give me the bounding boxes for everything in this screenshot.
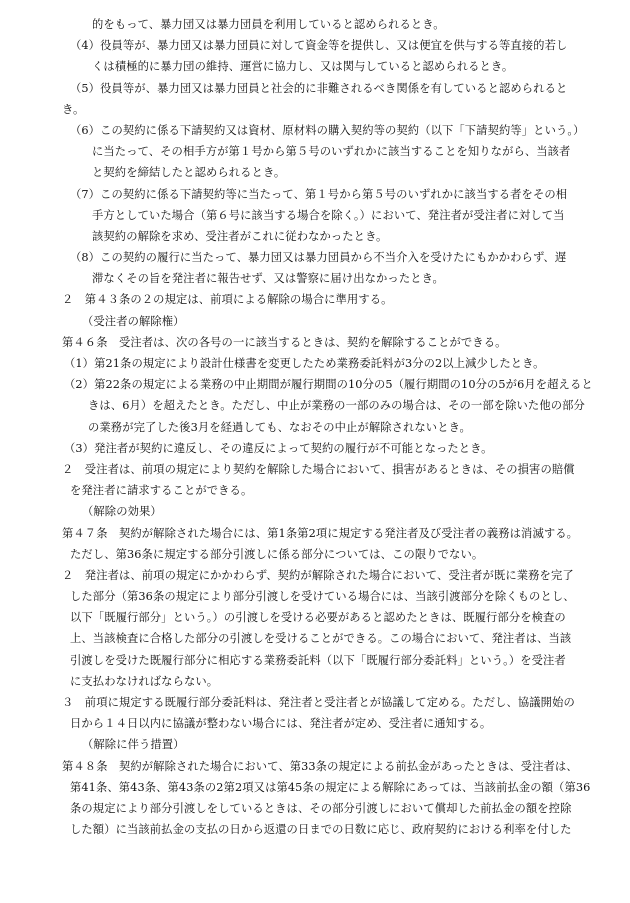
article-heading-line: 第４８条 契約が解除された場合において、第33条の規定による前払金があったときは、受注者は、 [62,759,578,773]
text-line: を発注者に請求することができる。 [70,484,253,498]
section-heading: （解除の効果） [82,505,162,519]
text-line: ２ 第４３条の２の規定は、前項による解除の場合に準用する。 [62,293,393,307]
text-line: ３ 前項に規定する既履行部分委託料は、発注者と受注者とが協議して定める。ただし、協議開始の [62,696,575,709]
text-line: した部分（第36条の規定により部分引渡しを受けている場合には、当該引渡部分を除くものとし、 [70,590,575,604]
text-line: （7）この契約に係る下請契約等に当たって、第１号から第５号のいずれかに該当する者をその相 [70,187,568,201]
text-line: 上、当該検査に合格した部分の引渡しを受けることができる。この場合において、発注者は、当該 [70,632,572,646]
text-line: 手方としていた場合（第６号に該当する場合を除く。）において、発注者が受注者に対して当 [92,208,565,222]
text-line: くは積極的に暴力団の維持、運営に協力し、又は関与していると認められるとき。 [92,60,514,74]
article-heading-line: 第４６条 受注者は、次の各号の一に該当するときは、契約を解除することができる。 [62,335,507,349]
article-heading-line: 第４７条 契約が解除された場合には、第1条第2項に規定する発注者及び受注者の義務は消滅する。 [62,526,579,540]
text-line: （3）発注者が契約に違反し、その違反によって契約の履行が不可能となったとき。 [64,441,493,455]
text-line: ２ 発注者は、前項の規定にかかわらず、契約が解除された場合において、受注者が既に業務を完了 [62,568,574,582]
text-line: ２ 受注者は、前項の規定により契約を解除した場合において、損害があるときは、その損害の賠償 [62,462,575,476]
text-line: き。 [62,102,85,116]
text-line: 以下「既履行部分」という。）の引渡しを受ける必要があると認めたときは、既履行部分を検査の [70,611,566,625]
text-line: （5）役員等が、暴力団又は暴力団員と社会的に非難されるべき関係を有していると認められると [70,81,568,95]
text-line: （6）この契約に係る下請契約又は資材、原材料の購入契約等の契約（以下「下請契約等」という。） [70,123,585,137]
section-heading: （受注者の解除権） [82,314,185,328]
text-line: （2）第22条の規定による業務の中止期間が履行期間の10分の5（履行期間の10分の5が6月を超えると [64,378,593,392]
text-line: 第41条、第43条、第43条の2第2項又は第45条の規定による解除にあっては、当該前払金の額（第36 [70,780,591,794]
text-line: に当たって、その相手方が第１号から第５号のいずれかに該当することを知りながら、当該者 [92,145,571,159]
text-line: きは、6月）を超えたとき。ただし、中止が業務の一部のみの場合は、その一部を除いた他の部分 [88,399,585,413]
text-line: 条の規定により部分引渡しをしているときは、その部分引渡しにおいて償却した前払金の額を控除 [70,801,572,815]
text-line: に支払わなければならない。 [70,674,219,688]
text-line: （1）第21条の規定により設計仕様書を変更したため業務委託料が3分の2以上減少したとき。 [64,357,545,370]
text-line: 滞なくその旨を発注者に報告せず、又は警察に届け出なかったとき。 [92,272,444,286]
text-line: 引渡しを受けた既履行部分に相応する業務委託料（以下「既履行部分委託料」という。）を受注者 [70,653,566,667]
text-line: 該契約の解除を求め、受注者がこれに従わなかったとき。 [92,229,388,243]
text-line: と契約を締結したと認められるとき。 [92,166,286,180]
document-page [0,14,630,840]
text-line: した額）に当該前払金の支払の日から返還の日までの日数に応じ、政府契約における利率を付した [70,823,572,837]
text-line: の業務が完了した後3月を経過しても、なおその中止が解除されないとき。 [88,420,471,434]
text-line: （8）この契約の履行に当たって、暴力団又は暴力団員から不当介入を受けたにもかかわらず、遅 [70,251,567,265]
section-heading: （解除に伴う措置） [82,738,185,752]
text-line: 的をもって、暴力団又は暴力団員を利用していると認められるとき。 [92,18,445,31]
text-line: ただし、第36条に規定する部分引渡しに係る部分については、この限りでない。 [70,547,484,561]
text-line: （4）役員等が、暴力団又は暴力団員に対して資金等を提供し、又は便宜を供与する等直接的若し [70,39,568,53]
text-line: 日から１４日以内に協議が整わない場合には、発注者が定め、受注者に通知する。 [70,717,492,731]
